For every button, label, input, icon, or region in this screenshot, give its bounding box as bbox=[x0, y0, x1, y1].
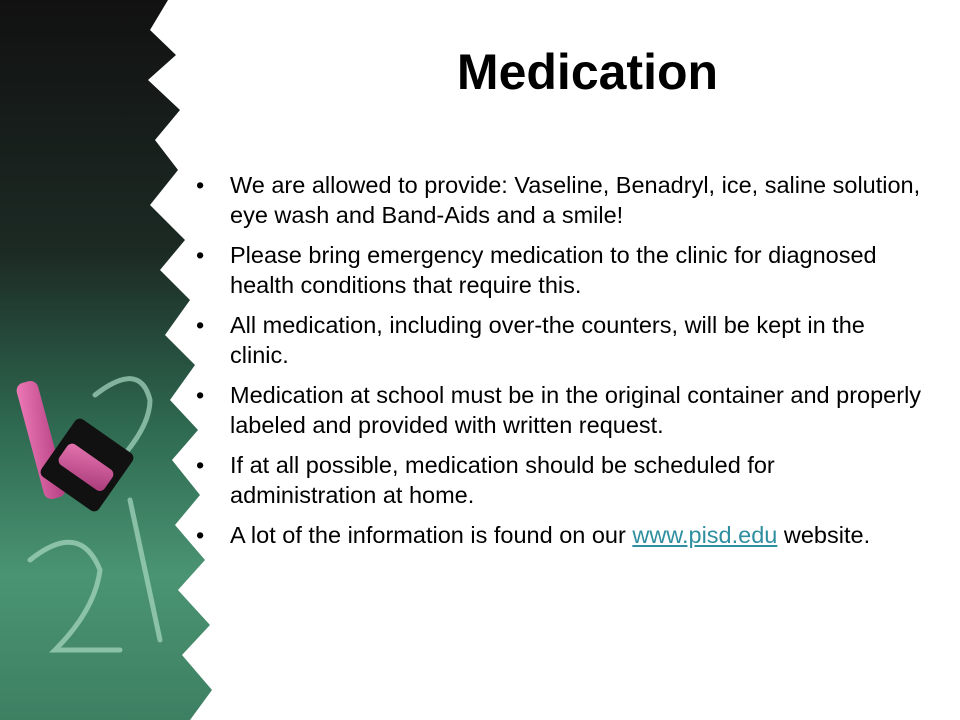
slide-title: Medication bbox=[456, 44, 719, 100]
bullet-text: If at all possible, medication should be scheduled for administration at home. bbox=[230, 452, 775, 508]
bullet-icon: • bbox=[196, 452, 205, 478]
list-item bbox=[192, 520, 927, 550]
list-item bbox=[192, 380, 927, 440]
bullet-icon: • bbox=[196, 242, 205, 268]
list-item bbox=[192, 310, 927, 370]
chalkboard-decoration bbox=[0, 0, 215, 720]
bullet-text: Please bring emergency medication to the clinic for diagnosed health conditions that require this. bbox=[230, 242, 877, 298]
bullet-text-after: website. bbox=[777, 522, 871, 548]
chalkboard-area bbox=[0, 0, 212, 720]
bullet-text: Medication at school must be in the original container and properly labeled and provided with written request. bbox=[230, 382, 922, 438]
bullet-text-before: A lot of the information is found on our bbox=[230, 522, 633, 548]
website-link[interactable]: www.pisd.edu bbox=[632, 522, 778, 548]
bullet-icon: • bbox=[196, 522, 205, 548]
bullet-icon: • bbox=[196, 172, 205, 198]
list-item bbox=[192, 170, 927, 230]
bullet-icon: • bbox=[196, 312, 205, 338]
bullet-icon: • bbox=[196, 382, 205, 408]
bullet-text: We are allowed to provide: Vaseline, Benadryl, ice, saline solution, eye wash and Band-Aids and a smile! bbox=[230, 172, 921, 228]
bullet-text: All medication, including over-the counters, will be kept in the clinic. bbox=[230, 312, 865, 368]
list-item bbox=[192, 240, 927, 300]
bullet-list bbox=[192, 170, 927, 560]
list-item bbox=[192, 450, 927, 510]
